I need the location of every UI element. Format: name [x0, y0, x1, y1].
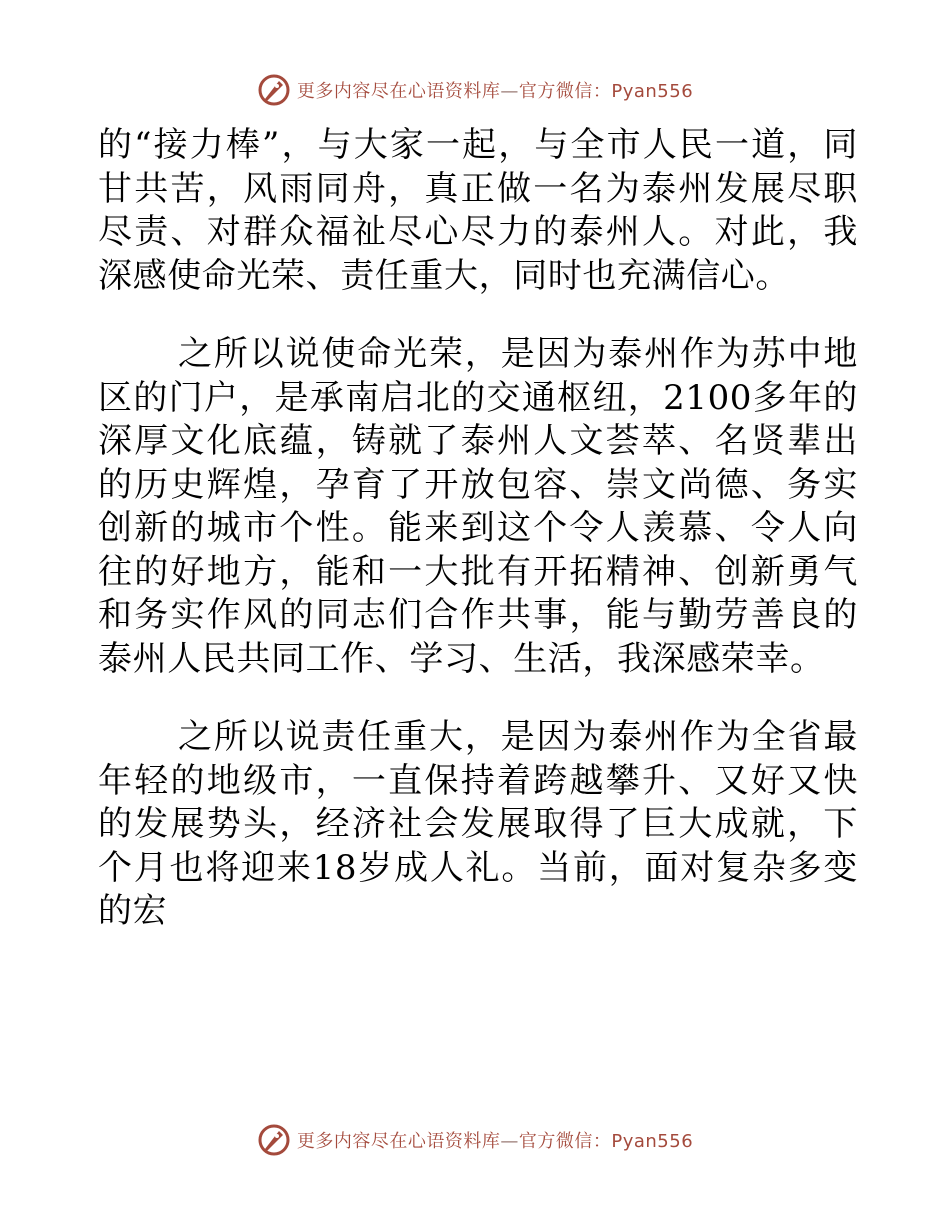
pen-nib-circle-icon	[257, 1123, 291, 1157]
header-watermark	[0, 70, 950, 110]
watermark-text: 更多内容尽在心语资料库—官方微信：Pyan556	[296, 1131, 694, 1152]
watermark-text: 更多内容尽在心语资料库—官方微信：Pyan556	[296, 81, 694, 102]
paragraph: 的“接力棒”，与大家一起，与全市人民一道，同甘共苦，风雨同舟，真正做一名为泰州发展尽职尽责、对群众福祉尽心尽力的泰州人。对此，我深感使命光荣、责任重大，同时也充满信心。	[98, 125, 858, 296]
footer-watermark	[0, 1120, 950, 1160]
paragraph: 之所以说使命光荣，是因为泰州作为苏中地区的门户，是承南启北的交通枢纽，2100多年的深厚文化底蕴，铸就了泰州人文荟萃、名贤辈出的历史辉煌，孕育了开放包容、崇文尚德、务实创新的城市个性。能来到这个令人羡慕、令人向往的好地方，能和一大批有开拓精神、创新勇气和务实作风的同志们合作共事，能与勤劳善良的泰州人民共同工作、学习、生活，我深感荣幸。	[98, 334, 858, 679]
paragraph: 之所以说责任重大，是因为泰州作为全省最年轻的地级市，一直保持着跨越攀升、又好又快的发展势头，经济社会发展取得了巨大成就，下个月也将迎来18岁成人礼。当前，面对复杂多变的宏	[98, 717, 858, 931]
pen-nib-circle-icon	[257, 73, 291, 107]
document-body	[98, 124, 858, 934]
